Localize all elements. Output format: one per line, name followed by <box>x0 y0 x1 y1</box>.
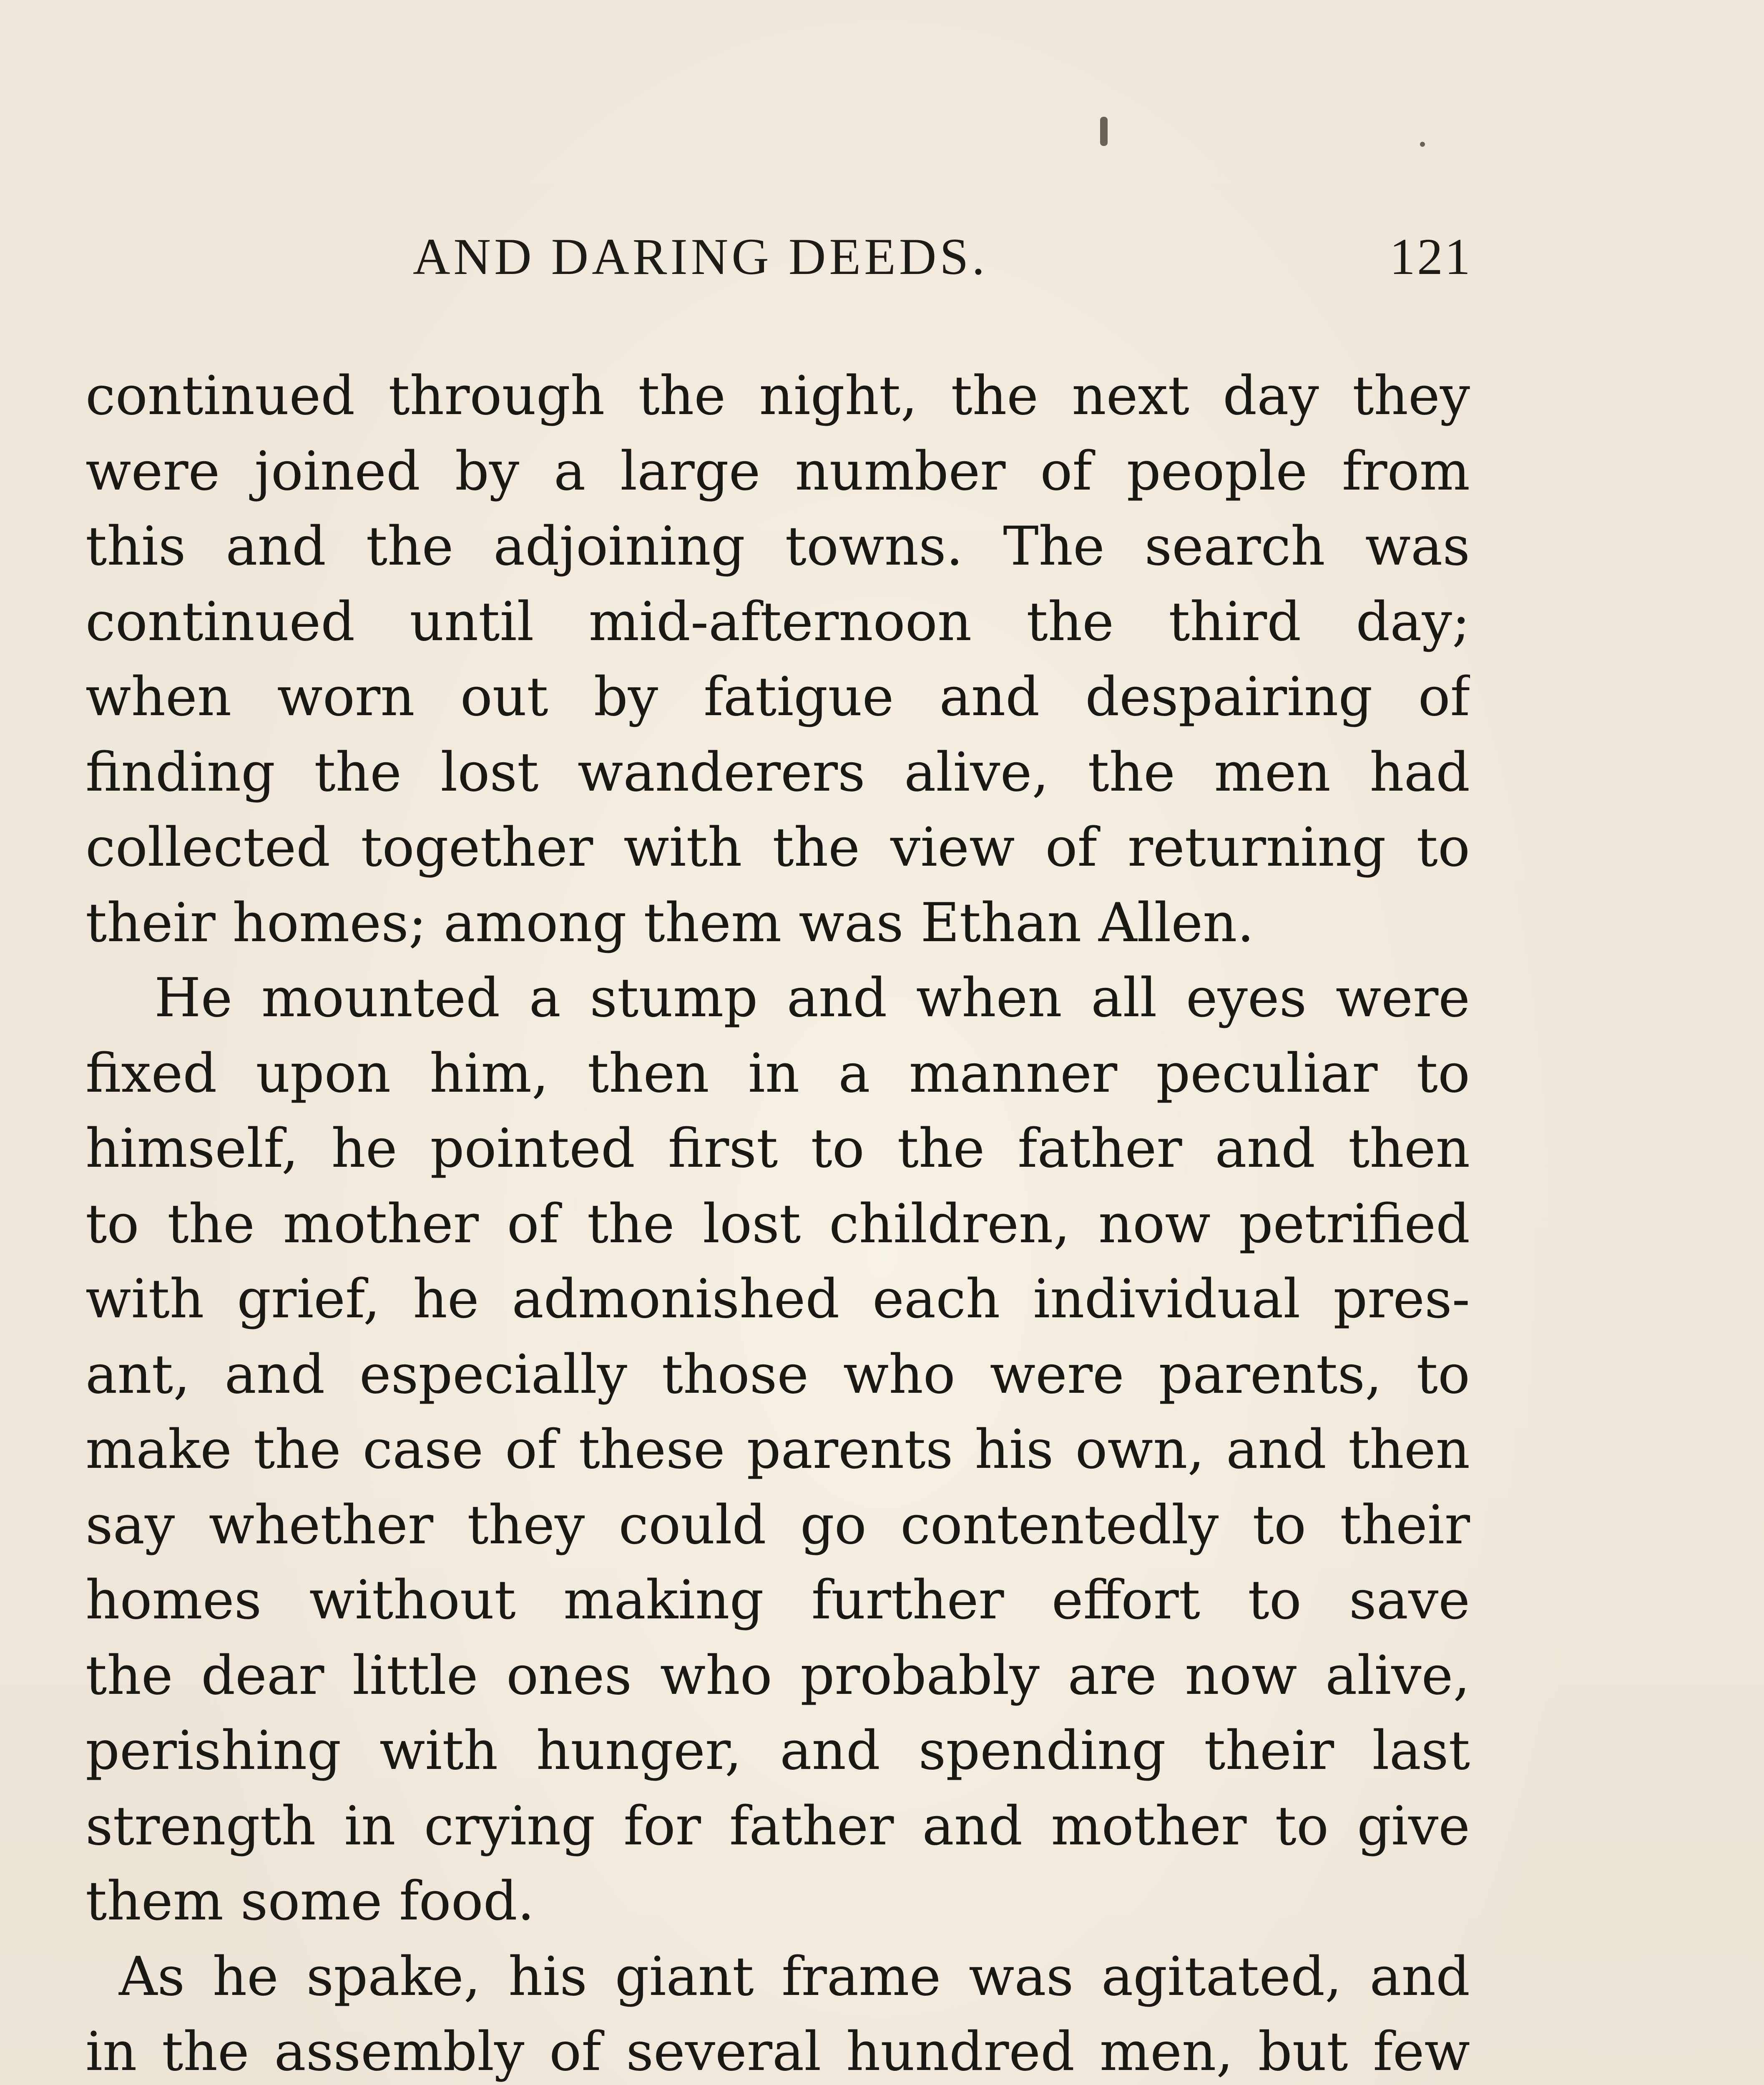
paragraph-1 <box>85 359 1470 961</box>
text-line: the dear little ones who probably are now alive, <box>85 1644 1470 1707</box>
text-line: ant, and especially those who were parents, to <box>85 1343 1470 1406</box>
text-line: fixed upon him, then in a manner peculiar to <box>85 1042 1470 1105</box>
text-line: continued until mid-afternoon the third day; <box>85 590 1470 653</box>
text-line: collected together with the view of returning to <box>85 816 1470 879</box>
ink-speck <box>1420 142 1425 147</box>
text-line: finding the lost wanderers alive, the men had <box>85 741 1470 804</box>
paragraph-2 <box>85 961 1470 1939</box>
text-line: make the case of these parents his own, and then <box>85 1419 1470 1481</box>
text-line: strength in crying for father and mother to give <box>85 1795 1470 1857</box>
ink-speck <box>1100 117 1108 146</box>
text-line: say whether they could go contentedly to their <box>85 1494 1470 1556</box>
text-line: their homes; among them was Ethan Allen. <box>85 892 1254 954</box>
page-number: 121 <box>1390 228 1472 285</box>
text-line: As he spake, his giant frame was agitated, and <box>119 1945 1470 2008</box>
body-text <box>85 359 1470 2085</box>
running-head: AND DARING DEEDS. <box>413 228 988 285</box>
text-line: himself, he pointed first to the father and then <box>85 1118 1470 1180</box>
text-line: them some food. <box>85 1870 535 1932</box>
text-line: in the assembly of several hundred men, but few <box>85 2021 1470 2083</box>
text-line: when worn out by fatigue and despairing of <box>85 666 1470 728</box>
text-line: He mounted a stump and when all eyes were <box>154 967 1470 1029</box>
page-header <box>413 227 1472 290</box>
text-line: to the mother of the lost children, now petrified <box>85 1193 1470 1255</box>
text-line: were joined by a large number of people from <box>85 440 1470 502</box>
paragraph-3 <box>85 1939 1470 2085</box>
text-line: this and the adjoining towns. The search was <box>85 515 1470 578</box>
text-line: homes without making further effort to save <box>85 1569 1470 1631</box>
text-line: perishing with hunger, and spending their last <box>85 1720 1470 1782</box>
text-line: with grief, he admonished each individual pres- <box>85 1268 1470 1330</box>
text-line: continued through the night, the next day they <box>85 365 1470 427</box>
